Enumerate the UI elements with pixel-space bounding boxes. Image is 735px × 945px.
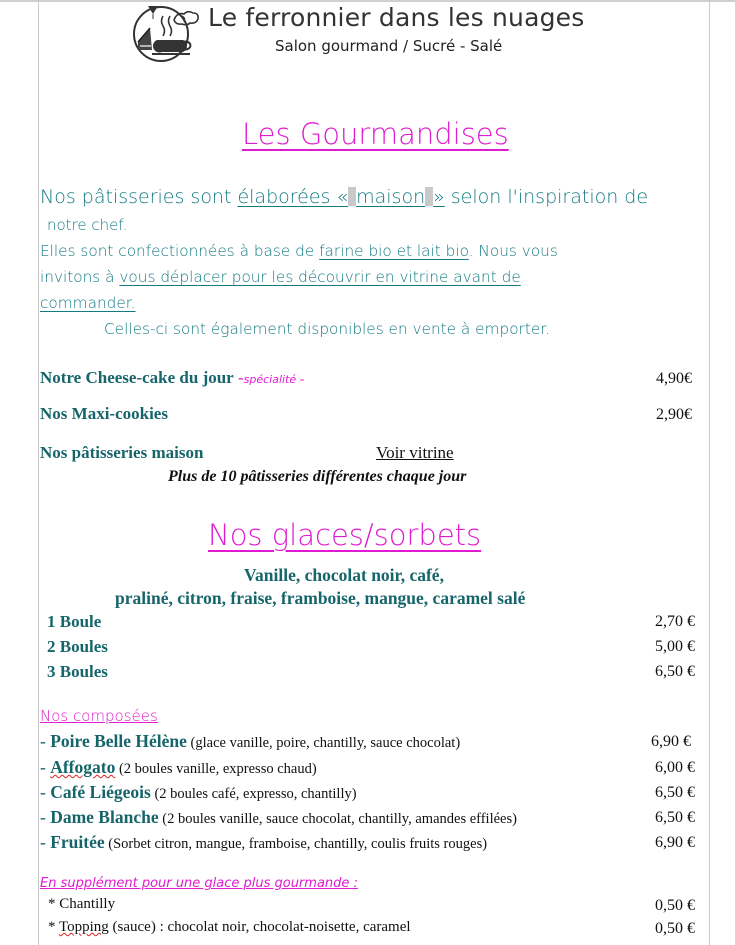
dash: - [40, 757, 51, 777]
supplement-topping [48, 919, 411, 936]
flavours-line-1: Vanille, chocolat noir, café, [244, 565, 444, 585]
menu-item-patisseries: Nos pâtisseries maison [40, 443, 204, 462]
supplement-heading: En supplément pour une glace plus gourmande : [40, 876, 358, 891]
page-margin-right [709, 0, 710, 945]
intro-quote: » [433, 186, 445, 208]
composee-desc: (2 boules vanille, expresso chaud) [115, 761, 317, 777]
composee-dame-blanche [40, 807, 517, 828]
intro-line-4 [40, 268, 706, 286]
glaces-heading: Nos glaces/sorbets [208, 518, 482, 552]
intro-underlined: élaborées « [237, 186, 349, 208]
composee-desc: (2 boules vanille, sauce chocolat, chantilly, amandes effilées) [158, 811, 517, 827]
intro-text: Nos pâtisseries sont [40, 186, 238, 208]
composee-affogato [40, 757, 317, 778]
tag-dash: - [233, 368, 244, 387]
price-fruitee: 6,90 € [655, 834, 695, 851]
intro-text: invitons à [40, 268, 120, 286]
composee-fruitee [40, 832, 487, 853]
grey-mark [425, 187, 433, 206]
composee-name: Affogato [50, 757, 116, 777]
boule-3: 3 Boules [47, 662, 108, 681]
intro-line-2: notre chef. [47, 216, 128, 234]
intro-line-6: Celles-ci sont également disponibles en vente à emporter. [104, 320, 550, 338]
item-name: Notre Cheese-cake du jour [40, 368, 234, 387]
supplement-chantilly: * Chantilly [48, 896, 116, 912]
gourmandises-heading: Les Gourmandises [242, 117, 509, 151]
price-dame-blanche: 6,50 € [655, 809, 695, 826]
brand-subtitle: Salon gourmand / Sucré - Salé [275, 37, 503, 55]
dash: - [40, 731, 51, 751]
composee-desc: (Sorbet citron, mangue, framboise, chantilly, coulis fruits rouges) [104, 836, 488, 852]
intro-text: . Nous vous [468, 242, 558, 260]
top-border [0, 0, 735, 2]
intro-text: selon l'inspiration de [444, 186, 649, 208]
cake-cup-cloud-logo-icon [130, 2, 202, 62]
specialite-tag: spécialité [243, 373, 297, 386]
composee-name: Dame Blanche [50, 807, 159, 827]
dash: - [40, 807, 51, 827]
intro-line-3 [40, 242, 706, 260]
price-boule-1: 2,70 € [655, 613, 695, 630]
composees-heading: Nos composées [40, 707, 158, 725]
grey-mark [348, 187, 356, 206]
price-affogato: 6,00 € [655, 759, 695, 776]
composee-desc: (2 boules café, expresso, chantilly) [150, 786, 357, 802]
topping-desc: (sauce) : chocolat noir, chocolat-noisette, caramel [108, 919, 411, 935]
price-chantilly: 0,50 € [655, 897, 695, 914]
composee-poire [40, 731, 460, 752]
intro-bio: farine bio et lait bio [319, 242, 469, 260]
composee-cafe-liegeois [40, 782, 357, 803]
price-topping: 0,50 € [655, 920, 695, 937]
flavours-line-2: praliné, citron, fraise, framboise, mangue, caramel salé [115, 588, 526, 608]
boule-2: 2 Boules [47, 637, 108, 656]
boule-1: 1 Boule [47, 612, 102, 631]
dash: - [40, 782, 51, 802]
page-margin-left [38, 0, 39, 945]
bullet: * [48, 919, 59, 935]
composee-name: Café Liégeois [50, 782, 151, 802]
patisseries-note: Plus de 10 pâtisseries différentes chaque jour [168, 468, 467, 485]
price-cafe-liegeois: 6,50 € [655, 784, 695, 801]
menu-item-cookies: Nos Maxi-cookies [40, 404, 168, 423]
intro-line-5 [40, 294, 136, 312]
price-poire: 6,90 € [651, 733, 691, 750]
price-boule-3: 6,50 € [655, 663, 695, 680]
price-boule-2: 5,00 € [655, 638, 695, 655]
price-cheesecake: 4,90€ [656, 370, 692, 387]
intro-text: Elles sont confectionnées à base de [40, 242, 320, 260]
intro-maison: maison [356, 186, 426, 208]
composee-name: Poire Belle Hélène [50, 731, 187, 751]
intro-line-1 [40, 186, 648, 208]
voir-vitrine: Voir vitrine [376, 443, 454, 462]
price-cookies: 2,90€ [656, 406, 692, 423]
composee-name: Fruitée [50, 832, 105, 852]
brand-title: Le ferronnier dans les nuages [208, 3, 585, 32]
composee-desc: (glace vanille, poire, chantilly, sauce chocolat) [186, 735, 461, 751]
topping-word: Topping [58, 919, 109, 935]
intro-underlined: commander. [40, 294, 136, 312]
intro-underlined: vous déplacer pour les découvrir en vitrine avant de [119, 268, 521, 286]
tag-dash: - [296, 372, 305, 387]
dash: - [40, 832, 51, 852]
menu-item-cheesecake [40, 368, 304, 388]
